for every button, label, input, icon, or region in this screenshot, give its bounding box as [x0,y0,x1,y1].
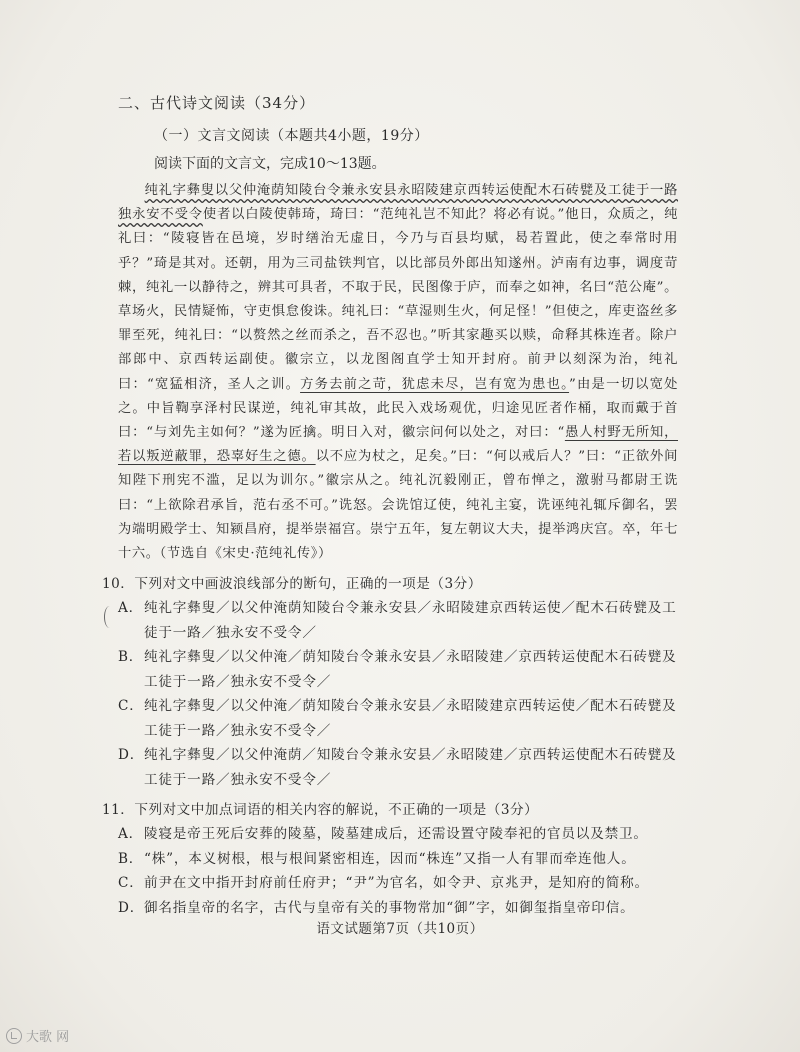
option-text: 御名指皇帝的名字，古代与皇帝有关的事物常加“御”字，如御玺指皇帝印信。 [144,899,635,916]
option-text: 纯礼字彝叟／以父仲淹荫知陵台令兼永安县／永昭陵建京西转运使／配木石砖甓及工徒于一路／独永安不受令／ [144,600,677,641]
option-d[interactable] [118,743,678,792]
question-stem: 10．下列对文中画波浪线部分的断句，正确的一项是（3分） [102,576,482,593]
option-letter: A． [118,600,144,617]
wavy-underlined-text-2: 于一路独永安不受令 [118,183,678,223]
section-title: 二、古代诗文阅读（34分） [118,94,316,112]
option-c[interactable] [118,694,678,743]
option-a[interactable] [118,822,678,847]
option-a[interactable] [118,596,678,645]
underlined-sentence-1: 方务去前之苛，犹虑未尽，岂有宽为患也。 [300,376,570,392]
classical-passage [118,179,678,566]
option-text: “株”，本义树根，根与根间紧密相连，因而“株连”又指一人有罪而牵连他人。 [144,850,636,867]
option-text: 纯礼字彝叟／以父仲淹／荫知陵台令兼永安县／永昭陵建京西转运使／配木石砖甓及工徒于一路／独永安不受令／ [144,698,677,739]
underlined-sentence-2: 愚人村野无所知，若以叛逆蔽罪，恐辜好生之德。 [118,425,678,465]
instruction-text: 阅读下面的文言文，完成10～13题。 [154,156,386,172]
watermark [6,1026,69,1045]
passage-text: 使者以白陵使韩琦，琦曰：“范纯礼岂不知此？将必有说。”他日，众质之，纯礼曰：“陵寝皆在邑境，岁时缮治无虚日，今乃与百县均赋，曷若置此，使之奉常时用乎？”琦是其对。还朝，用为三司盐铁判官，以比部员外郎出知遂州。泸南有边事，调度苛棘，纯礼一以静待之，辨其可具者，不取于民，民图像于庐，而奉之如神，名曰“范公庵”。草场火，民情疑怖，守吏惧怠俊诛。纯礼曰：“草湿则生火，何足怪！”但使之，库吏盗丝多罪至死，纯礼曰：“以赘然之丝而杀之，吾不忍也。”听其家趣买以赎，命释其株连者。除户部郎中、京西转运副使。徽宗立，以龙图阁直学士知开封府。前尹以刻深为治，纯礼曰：“宽猛相济，圣人之训。 [118,207,678,392]
option-letter: A． [118,826,144,843]
question-11 [102,798,678,920]
passage-paragraph [118,179,678,566]
option-letter: B． [118,649,144,666]
option-text: 前尹在文中指开封府前任府尹；“尹”为官名，如令尹、京兆尹，是知府的简称。 [144,875,649,892]
option-letter: C． [118,875,144,892]
question-stem: 11．下列对文中加点词语的相关内容的解说，不正确的一项是（3分） [102,802,539,819]
pen-mark [104,606,115,628]
option-b[interactable] [118,645,678,694]
option-letter: D． [118,747,145,764]
option-text: 陵寝是帝王死后安葬的陵墓，陵墓建成后，还需设置守陵奉祀的官员以及禁卫。 [144,826,648,843]
option-b[interactable] [118,847,678,872]
option-letter: B． [118,850,144,867]
question-10 [102,572,678,792]
watermark-text: 大歌 网 [26,1030,70,1045]
page-content [102,92,678,920]
wavy-underlined-text: 纯礼字彝叟以父仲淹荫知陵台令兼永安县永昭陵建京西转运使配木石砖甓及工徒 [144,183,637,198]
option-text: 纯礼字彝叟／以父仲淹荫／知陵台令兼永安县／永昭陵建／京西转运使配木石砖甓及工徒于一路／独永安不受令／ [144,747,677,788]
watermark-icon [6,1028,22,1044]
option-text: 纯礼字彝叟／以父仲淹／荫知陵台令兼永安县／永昭陵建／京西转运使配木石砖甓及工徒于一路／独永安不受令／ [144,649,677,690]
passage-text-2: ”由是一切以宽处之。中旨鞫享泽村民谋逆，纯礼审其故，此民入戏场观优，归途见匠者作桶，取而戴于首曰：“与刘先主如何？”遂为匠擒。明日入对，徽宗问何以处之，对曰：“ [118,376,678,441]
passage-text-3: 以不应为杖之，足矣。”曰：“何以戒后人？”曰：“正欲外间知陛下刑宪不滥，足以为训尔。”徽宗从之。纯礼沉毅刚正，曾布惮之，激驸马都尉王诜曰：“上欲除君承旨，范右丞不可。”诜怒。会诜馆辽使，纯礼主宴，诜诬纯礼辄斥御名，罢为端明殿学士、知颍昌府，提举崇福宫。崇宁五年，复左朝议大夫，提举鸿庆宫。卒，年七十六。（节选自《宋史·范纯礼传》） [118,449,678,562]
page-footer: 语文试题第7页（共10页） [316,921,484,937]
subsection-title: （一）文言文阅读（本题共4小题，19分） [154,128,429,144]
option-letter: D． [118,899,145,916]
option-c[interactable] [118,871,678,896]
option-letter: C． [118,698,144,715]
